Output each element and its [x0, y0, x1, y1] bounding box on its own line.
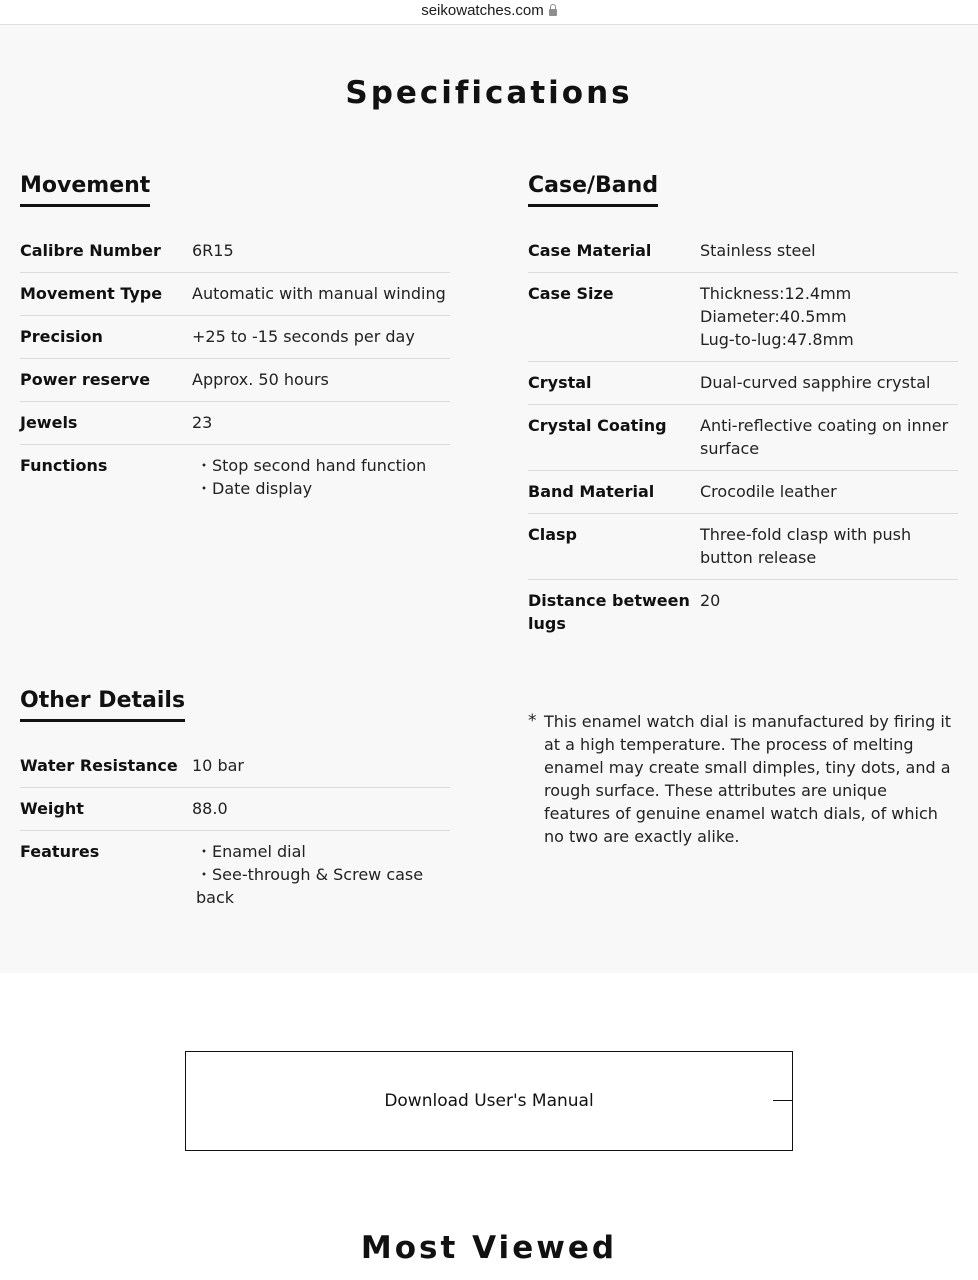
table-row — [20, 745, 450, 788]
table-row — [20, 273, 450, 316]
spec-value: 88.0 — [192, 788, 450, 831]
list-item: ・Date display — [196, 479, 313, 498]
table-row — [528, 362, 958, 405]
spec-value: Crocodile leather — [700, 471, 958, 514]
spec-value — [192, 831, 450, 920]
spec-label: Crystal — [528, 362, 700, 405]
spec-value: 23 — [192, 402, 450, 445]
url-text[interactable]: seikowatches.com — [421, 2, 544, 19]
spec-value: Dual-curved sapphire crystal — [700, 362, 958, 405]
dash-icon — [773, 1100, 793, 1101]
spec-label: Features — [20, 842, 100, 861]
spec-value: Anti-reflective coating on inner surface — [700, 405, 958, 471]
spec-label: Functions — [20, 456, 108, 475]
download-manual-button[interactable] — [185, 1051, 793, 1151]
table-row — [20, 402, 450, 445]
spec-label: Clasp — [528, 514, 700, 580]
list-item: ・See-through & Screw case back — [196, 865, 424, 907]
table-row — [20, 230, 450, 273]
spec-label: Power reserve — [20, 359, 192, 402]
spec-label: Crystal Coating — [528, 405, 700, 471]
page-title: Specifications — [345, 75, 633, 111]
table-row — [20, 359, 450, 402]
url-bar[interactable] — [0, 0, 978, 25]
spec-label: Movement Type — [20, 273, 192, 316]
spec-value: Automatic with manual winding — [192, 273, 450, 316]
enamel-note — [528, 710, 958, 848]
table-row — [20, 831, 450, 920]
table-row — [528, 230, 958, 273]
movement-section-title: Movement — [20, 173, 150, 207]
specifications-panel — [0, 25, 978, 973]
other-details-table — [20, 745, 450, 919]
spec-value: Stainless steel — [700, 230, 958, 273]
movement-table — [20, 230, 450, 510]
most-viewed-title: Most Viewed — [360, 1230, 618, 1266]
spec-value — [192, 445, 450, 511]
spec-label: Precision — [20, 316, 192, 359]
table-row — [528, 514, 958, 580]
table-row — [20, 316, 450, 359]
spec-value: 10 bar — [192, 745, 450, 788]
table-row — [528, 580, 958, 646]
spec-label: Calibre Number — [20, 230, 192, 273]
download-manual-label: Download User's Manual — [384, 1091, 594, 1111]
list-item: Diameter:40.5mm — [700, 307, 847, 326]
case-band-table — [528, 230, 958, 645]
list-item: Thickness:12.4mm — [700, 284, 852, 303]
table-row — [20, 445, 450, 511]
list-item: ・Stop second hand function — [196, 456, 427, 475]
table-row — [528, 471, 958, 514]
spec-label: Water Resistance — [20, 745, 192, 788]
spec-value: Approx. 50 hours — [192, 359, 450, 402]
note-text: This enamel watch dial is manufactured by firing it at a high temperature. The process of melting enamel may create small dimples, tiny dots, and a rough surface. These attributes are unique features of genuine enamel watch dials, of which no two are exactly alike. — [544, 712, 952, 846]
spec-value: Three-fold clasp with push button release — [700, 514, 958, 580]
spec-label: Distance between lugs — [528, 591, 690, 633]
spec-label: Jewels — [20, 402, 192, 445]
spec-label: Weight — [20, 788, 192, 831]
other-details-section-title: Other Details — [20, 688, 185, 722]
spec-label: Band Material — [528, 471, 700, 514]
spec-value: 6R15 — [192, 230, 450, 273]
lock-icon — [549, 9, 557, 16]
spec-label: Case Material — [528, 230, 700, 273]
spec-value: 20 — [700, 591, 721, 610]
list-item: Lug-to-lug:47.8mm — [700, 330, 854, 349]
asterisk-marker: * — [528, 711, 537, 731]
list-item: ・Enamel dial — [196, 842, 306, 861]
table-row — [20, 788, 450, 831]
table-row — [528, 273, 958, 362]
spec-value — [700, 273, 958, 362]
table-row — [528, 405, 958, 471]
case-band-section-title: Case/Band — [528, 173, 658, 207]
spec-label: Case Size — [528, 273, 700, 362]
spec-value: +25 to -15 seconds per day — [192, 316, 450, 359]
